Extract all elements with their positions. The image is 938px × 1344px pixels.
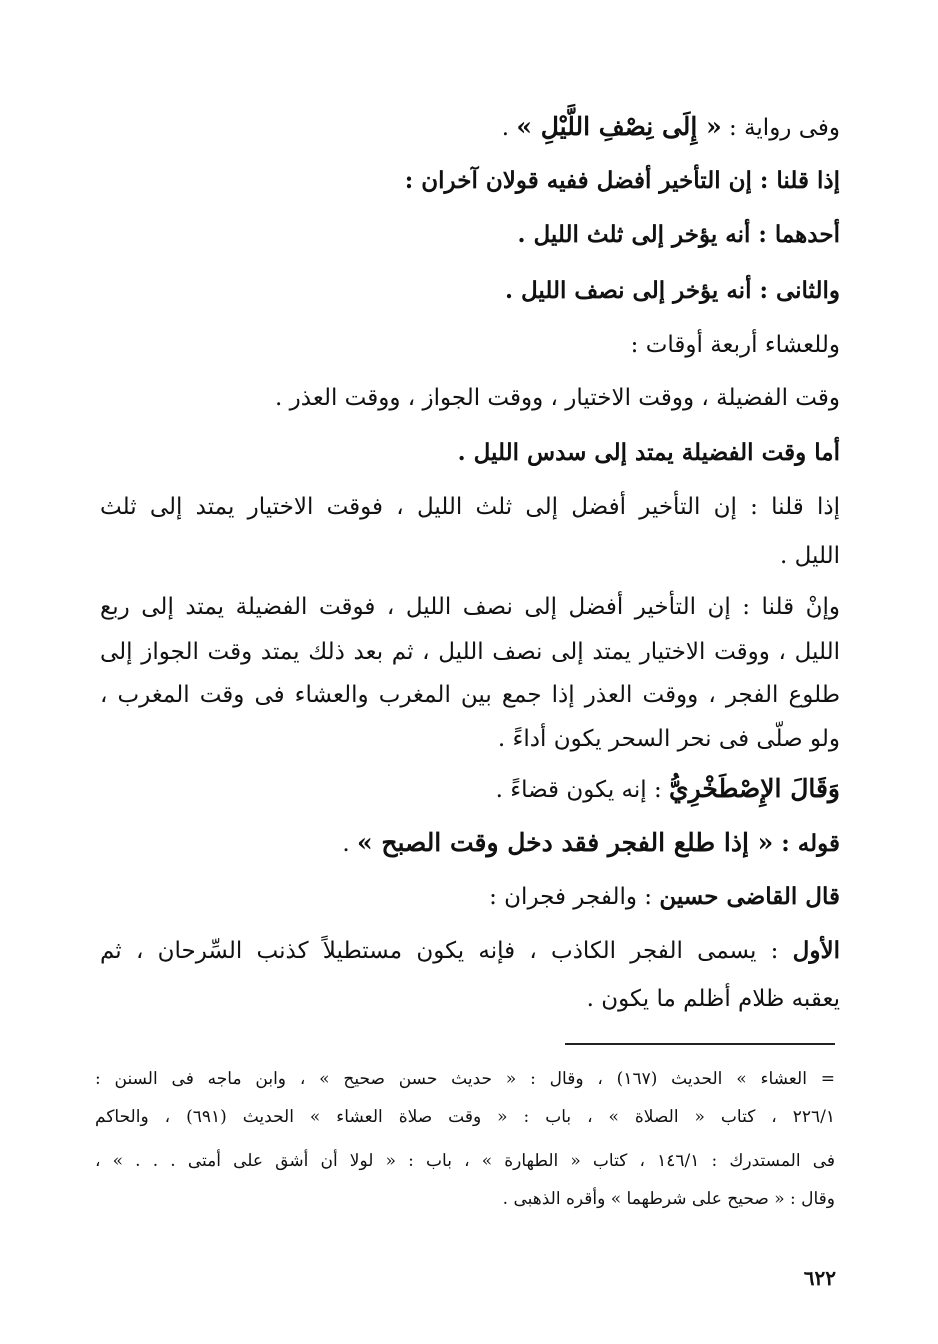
line-text: : والفجر فجران : xyxy=(489,884,660,910)
line-text: . xyxy=(501,115,517,141)
text-line: يعقبه ظلام أظلم ما يكون . xyxy=(586,986,840,1012)
text-line: ولو صلّى فى نحر السحر يكون أداءً . xyxy=(497,726,840,752)
text-line xyxy=(517,220,840,250)
text-line: وإنْ قلنا : إن التأخير أفضل إلى نصف الليل ، فوقت الفضيلة يمتد إلى ربع xyxy=(100,594,840,620)
quoted-phrase: « إِلَى نِصْفِ اللَّيْلِ » xyxy=(516,112,722,141)
text-line: إذا قلنا : إن التأخير أفضل ففيه قولان آخران : xyxy=(404,167,840,194)
line-text: : إنه يكون قضاءً . xyxy=(495,777,670,803)
line-heading: أحدهما xyxy=(774,221,840,248)
text-line: الليل . xyxy=(780,543,840,569)
line-text: وفى رواية : xyxy=(721,115,840,141)
footnote-divider xyxy=(565,1043,835,1045)
text-line: طلوع الفجر ، ووقت العذر إذا جمع بين المغرب والعشاء فى وقت المغرب ، xyxy=(100,682,840,708)
line-text: : أنه يؤخر إلى نصف الليل . xyxy=(505,277,776,304)
text-line xyxy=(342,828,840,859)
line-text: : يسمى الفجر الكاذب ، فإنه يكون مستطيلاً كذنب السِّرحان ، ثم xyxy=(100,938,793,964)
line-heading: الأول xyxy=(792,937,840,964)
quoted-phrase: « إذا طلع الفجر فقد دخل وقت الصبح » xyxy=(357,828,774,857)
footnote-line: = العشاء » الحديث (١٦٧) ، وقال : « حديث حسن صحيح » ، وابن ماجه فى السنن : xyxy=(95,1069,835,1089)
text-line: وللعشاء أربعة أوقات : xyxy=(630,332,840,358)
text-line xyxy=(505,276,840,306)
text-line: الليل ، ووقت الاختيار يمتد إلى نصف الليل ، ثم بعد ذلك يمتد وقت الجواز إلى xyxy=(100,639,840,665)
page-number: ٦٢٢ xyxy=(803,1266,836,1290)
text-line: إذا قلنا : إن التأخير أفضل إلى ثلث الليل ، فوقت الاختيار يمتد إلى ثلث xyxy=(100,494,840,520)
line-heading: قوله : xyxy=(773,830,840,857)
text-line xyxy=(100,936,840,966)
text-line: وقت الفضيلة ، ووقت الاختيار ، ووقت الجواز ، ووقت العذر . xyxy=(275,385,840,411)
footnote-line: فى المستدرك : ١٤٦/١ ، كتاب « الطهارة » ، باب : « لولا أن أشق على أمتى . . . » ، xyxy=(95,1151,835,1171)
footnote-line: وقال : « صحيح على شرطهما » وأقره الذهبى . xyxy=(502,1189,835,1209)
footnote-line: ٢٢٦/١ ، كتاب « الصلاة » ، باب : « وقت صلاة العشاء » الحديث (٦٩١) ، والحاكم xyxy=(95,1107,835,1127)
text-line xyxy=(502,112,840,143)
line-heading: قال القاضى حسين xyxy=(659,883,840,910)
text-line: أما وقت الفضيلة يمتد إلى سدس الليل . xyxy=(457,439,840,466)
text-line xyxy=(489,882,840,912)
line-text: . xyxy=(342,831,357,857)
line-heading: وَقَالَ الإِصْطَخْرِيُّ xyxy=(669,774,840,803)
line-heading: والثانى xyxy=(775,277,840,304)
line-text: : أنه يؤخر إلى ثلث الليل . xyxy=(517,221,775,248)
text-line xyxy=(496,774,840,805)
